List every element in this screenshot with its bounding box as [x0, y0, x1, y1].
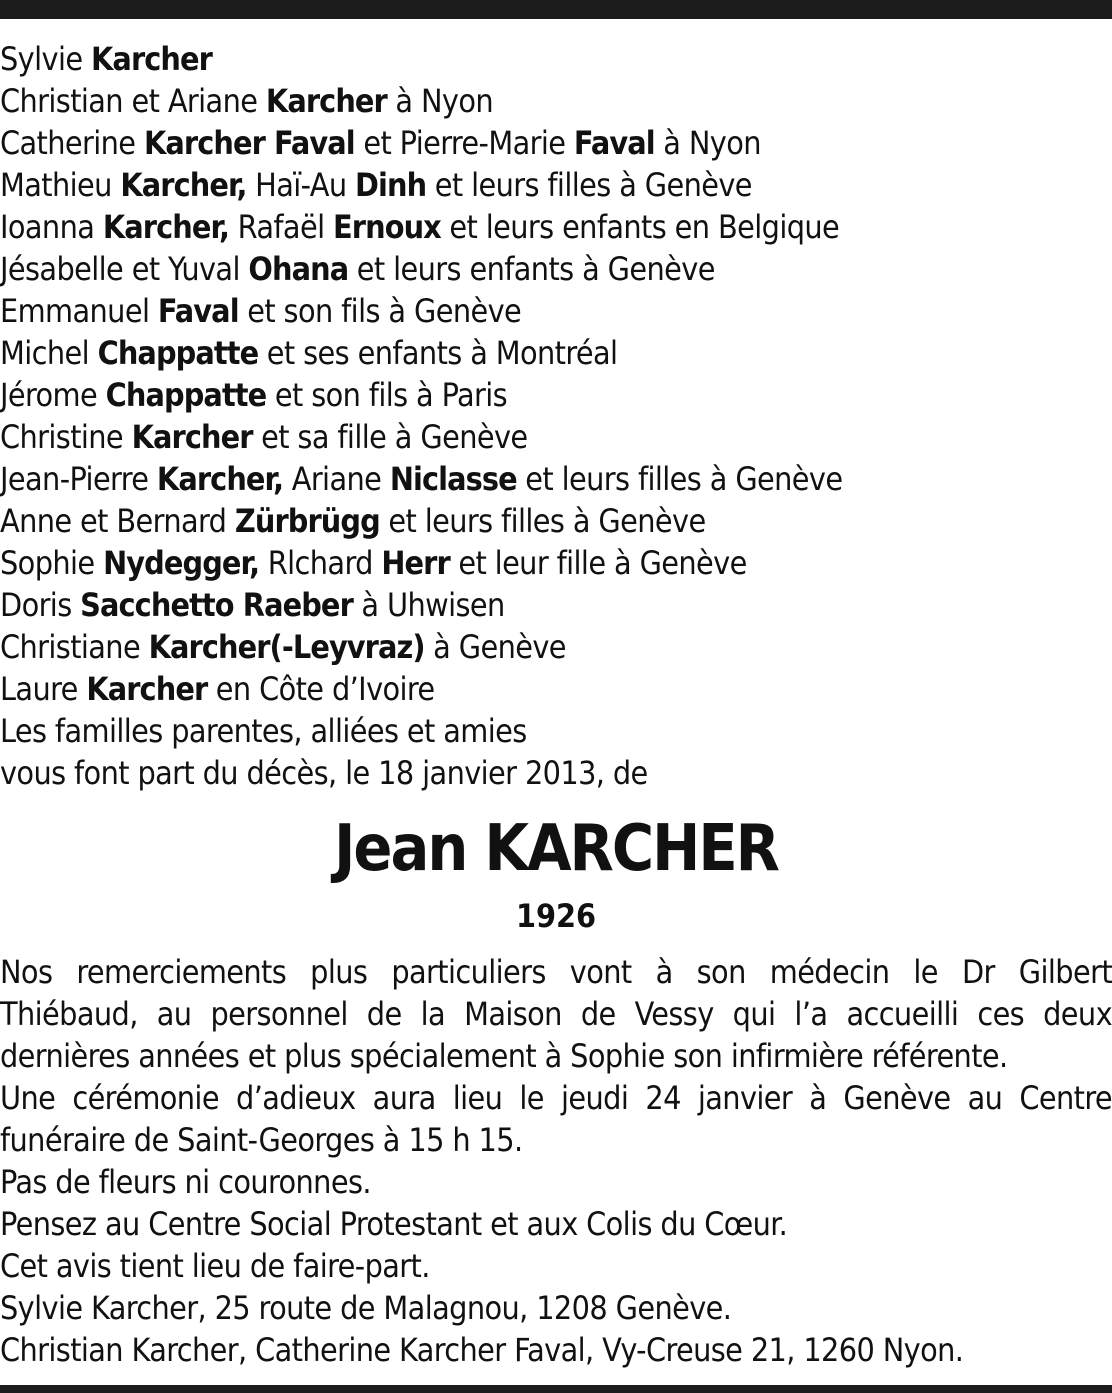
family-surname: Dinh [355, 166, 427, 204]
family-surname: Karcher [265, 82, 387, 120]
family-surname: Karcher Faval [143, 124, 355, 162]
family-surname: Karcher [91, 40, 212, 78]
family-text: et son fils à Paris [266, 376, 508, 414]
family-text: Catherine [0, 124, 144, 162]
family-text: et leurs enfants en Belgique [440, 208, 840, 246]
family-text: Michel [0, 334, 98, 372]
family-line [0, 164, 1112, 206]
family-line [0, 752, 1112, 794]
family-line [0, 626, 1112, 668]
family-line [0, 458, 1112, 500]
family-text: Haï-Au [246, 166, 356, 204]
family-text: Rafaël [229, 208, 334, 246]
family-line [0, 500, 1112, 542]
message-line: Pensez au Centre Social Protestant et aux Colis du Cœur. [0, 1205, 788, 1243]
family-text: et leurs filles à Genève [379, 502, 706, 540]
family-line [0, 374, 1112, 416]
family-text: Sophie [0, 544, 104, 582]
family-text: en Côte d’Ivoire [207, 670, 435, 708]
family-text: à Nyon [654, 124, 761, 162]
family-surname: Karcher, [156, 460, 284, 498]
family-surname: Sacchetto Raeber [80, 586, 353, 624]
family-text: Ariane [283, 460, 390, 498]
family-text: Jésabelle et Yuval [0, 250, 249, 288]
family-text: Les familles parentes, alliées et amies [0, 712, 527, 750]
family-surname: Karcher [86, 670, 208, 708]
family-text: Jérome [0, 376, 106, 414]
message-line: Thiébaud, au personnel de la Maison de Vessy qui l’a accueilli ces deux [0, 995, 1112, 1033]
message-line: Sylvie Karcher, 25 route de Malagnou, 1208 Genève. [0, 1289, 732, 1327]
family-line [0, 248, 1112, 290]
deceased-name: Jean KARCHER [334, 812, 778, 886]
message-line: dernières années et plus spécialement à Sophie son infirmière référente. [0, 1037, 1008, 1075]
family-line [0, 584, 1112, 626]
family-text: à Uhwisen [352, 586, 505, 624]
family-text: à Nyon [386, 82, 494, 120]
family-surname: Karcher [131, 418, 253, 456]
family-text: Christiane [0, 628, 149, 666]
family-surname: Nydegger, [103, 544, 260, 582]
family-text: et leur fille à Genève [449, 544, 747, 582]
family-text: et Pierre-Marie [354, 124, 574, 162]
family-text: et ses enfants à Montréal [258, 334, 618, 372]
family-surname: Herr [381, 544, 450, 582]
family-line [0, 38, 1112, 80]
family-line [0, 668, 1112, 710]
family-text: Christine [0, 418, 132, 456]
family-text: Doris [0, 586, 81, 624]
family-surname: Karcher, [120, 166, 247, 204]
family-line [0, 710, 1112, 752]
family-surname: Zürbrügg [234, 502, 380, 540]
family-text: Jean-Pierre [0, 460, 157, 498]
message-line: Une cérémonie d’adieux aura lieu le jeudi 24 janvier à Genève au Centre [0, 1079, 1112, 1117]
family-text: et leurs filles à Genève [516, 460, 843, 498]
family-text: Mathieu [0, 166, 121, 204]
family-text: Sylvie [0, 40, 92, 78]
family-text: à Genève [424, 628, 566, 666]
family-text: Emmanuel [0, 292, 158, 330]
message-line: Cet avis tient lieu de faire-part. [0, 1247, 430, 1285]
family-surname: Faval [157, 292, 239, 330]
message-line: funéraire de Saint-Georges à 15 h 15. [0, 1121, 523, 1159]
family-line [0, 416, 1112, 458]
family-list [0, 38, 1112, 794]
family-text: Anne et Bernard [0, 502, 235, 540]
family-text: et leurs enfants à Genève [348, 250, 715, 288]
family-surname: Faval [573, 124, 655, 162]
family-surname: Niclasse [389, 460, 517, 498]
family-surname: Ernoux [333, 208, 441, 246]
family-line [0, 206, 1112, 248]
family-surname: Chappatte [97, 334, 259, 372]
family-text: Christian et Ariane [0, 82, 266, 120]
message-line: Christian Karcher, Catherine Karcher Faval, Vy-Creuse 21, 1260 Nyon. [0, 1331, 964, 1369]
family-line [0, 290, 1112, 332]
family-surname: Karcher(-Leyvraz) [148, 628, 425, 666]
deceased-birth-year: 1926 [515, 897, 597, 935]
message-line: Pas de fleurs ni couronnes. [0, 1163, 371, 1201]
family-line [0, 332, 1112, 374]
family-text: Ioanna [0, 208, 103, 246]
bottom-rule [0, 1385, 1112, 1393]
family-line [0, 80, 1112, 122]
family-line [0, 122, 1112, 164]
notice-message [0, 951, 1112, 1371]
family-text: et leurs filles à Genève [426, 166, 752, 204]
family-surname: Chappatte [105, 376, 267, 414]
family-text: et son fils à Genève [238, 292, 522, 330]
top-rule [0, 0, 1112, 19]
family-line [0, 542, 1112, 584]
family-text: et sa fille à Genève [252, 418, 528, 456]
message-line: Nos remerciements plus particuliers vont à son médecin le Dr Gilbert [0, 953, 1112, 991]
family-text: Rlchard [259, 544, 382, 582]
family-surname: Karcher, [102, 208, 230, 246]
family-text: vous font part du décès, le 18 janvier 2013, de [0, 754, 648, 792]
family-text: Laure [0, 670, 87, 708]
family-surname: Ohana [248, 250, 349, 288]
